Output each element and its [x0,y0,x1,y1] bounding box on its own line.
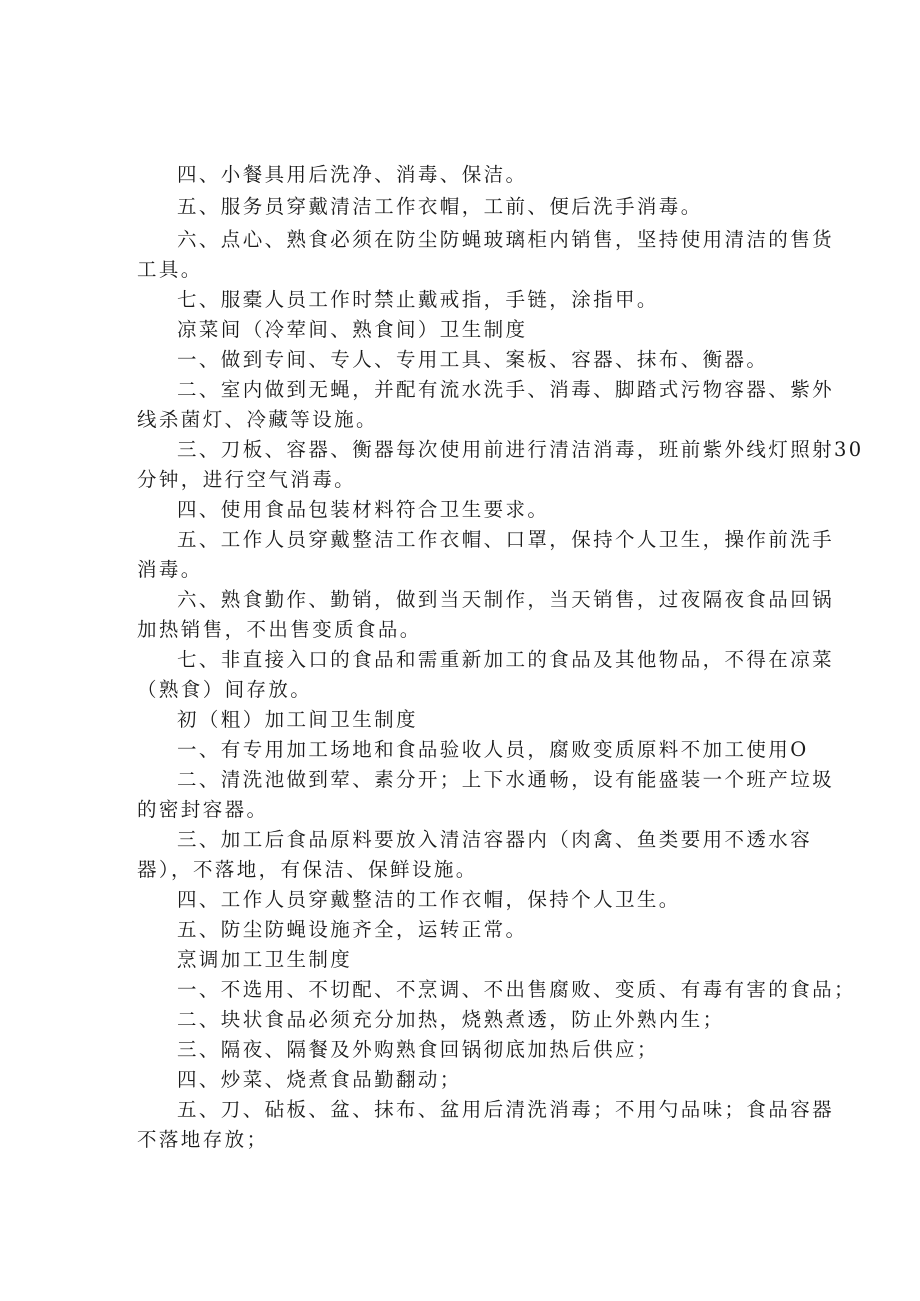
text-line: 五、防尘防蝇设施齐全，运转正常。 [177,918,528,941]
text-line: 五、服务员穿戴清洁工作衣帽，工前、便后洗手消毒。 [177,195,703,218]
text-line: 一、不选用、不切配、不烹调、不出售腐败、变质、有毒有害的食品； [177,978,856,1001]
text-line: 七、非直接入口的食品和需重新加工的食品及其他物品，不得在凉菜 [177,648,835,671]
text-line: 加热销售，不出售变质食品。 [137,618,422,641]
text-line: 分钟，进行空气消毒。 [137,468,357,491]
section-heading: 初（粗）加工间卫生制度 [177,708,418,731]
text-line: 工具。 [137,258,203,281]
text-line: 二、室内做到无蝇，并配有流水洗手、消毒、脚踏式污物容器、紫外 [177,378,835,401]
text-line: 器），不落地，有保洁、保鲜设施。 [137,858,478,881]
section-heading: 凉菜间（冷荤间、熟食间）卫生制度 [177,318,528,341]
text-line: 二、清洗池做到荤、素分开；上下水通畅，设有能盛装一个班产垃圾 [177,768,835,791]
text-line: 三、加工后食品原料要放入清洁容器内（肉禽、鱼类要用不透水容 [177,828,813,851]
text-line: 四、炒菜、烧煮食品勤翻动； [177,1068,462,1091]
text-line: 四、使用食品包装材料符合卫生要求。 [177,498,550,521]
text-line: 四、工作人员穿戴整洁的工作衣帽，保持个人卫生。 [177,888,681,911]
section-heading: 烹调加工卫生制度 [177,948,353,971]
text-line: 六、点心、熟食必须在防尘防蝇玻璃柜内销售，坚持使用清洁的售货 [177,228,835,251]
text-line: 不落地存放； [137,1128,269,1151]
text-line: 三、隔夜、隔餐及外购熟食回锅彻底加热后供应； [177,1038,659,1061]
text-line: 五、工作人员穿戴整洁工作衣帽、口罩，保持个人卫生，操作前洗手 [177,528,835,551]
text-line: 七、服橐人员工作时禁止戴戒指，手链，涂指甲。 [177,288,659,311]
text-line: 二、块状食品必须充分加热，烧熟煮透，防止外熟内生； [177,1008,725,1031]
text-line: 线杀菌灯、冷藏等设施。 [137,408,378,431]
text-line: 六、熟食勤作、勤销，做到当天制作，当天销售，过夜隔夜食品回锅 [177,588,835,611]
text-line: 一、有专用加工场地和食品验收人员，腐败变质原料不加工使用O [177,738,809,761]
text-line: 三、刀板、容器、衡器每次使用前进行清洁消毒，班前紫外线灯照射30 [177,438,864,461]
text-line: 五、刀、砧板、盆、抹布、盆用后清洗消毒；不用勺品味；食品容器 [177,1098,835,1121]
text-line: 消毒。 [137,558,203,581]
text-line: 的密封容器。 [137,798,269,821]
text-line: 一、做到专间、专人、专用工具、案板、容器、抹布、衡器。 [177,348,769,371]
text-line: （熟食）间存放。 [137,678,313,701]
text-line: 四、小餐具用后洗净、消毒、保洁。 [177,163,528,186]
